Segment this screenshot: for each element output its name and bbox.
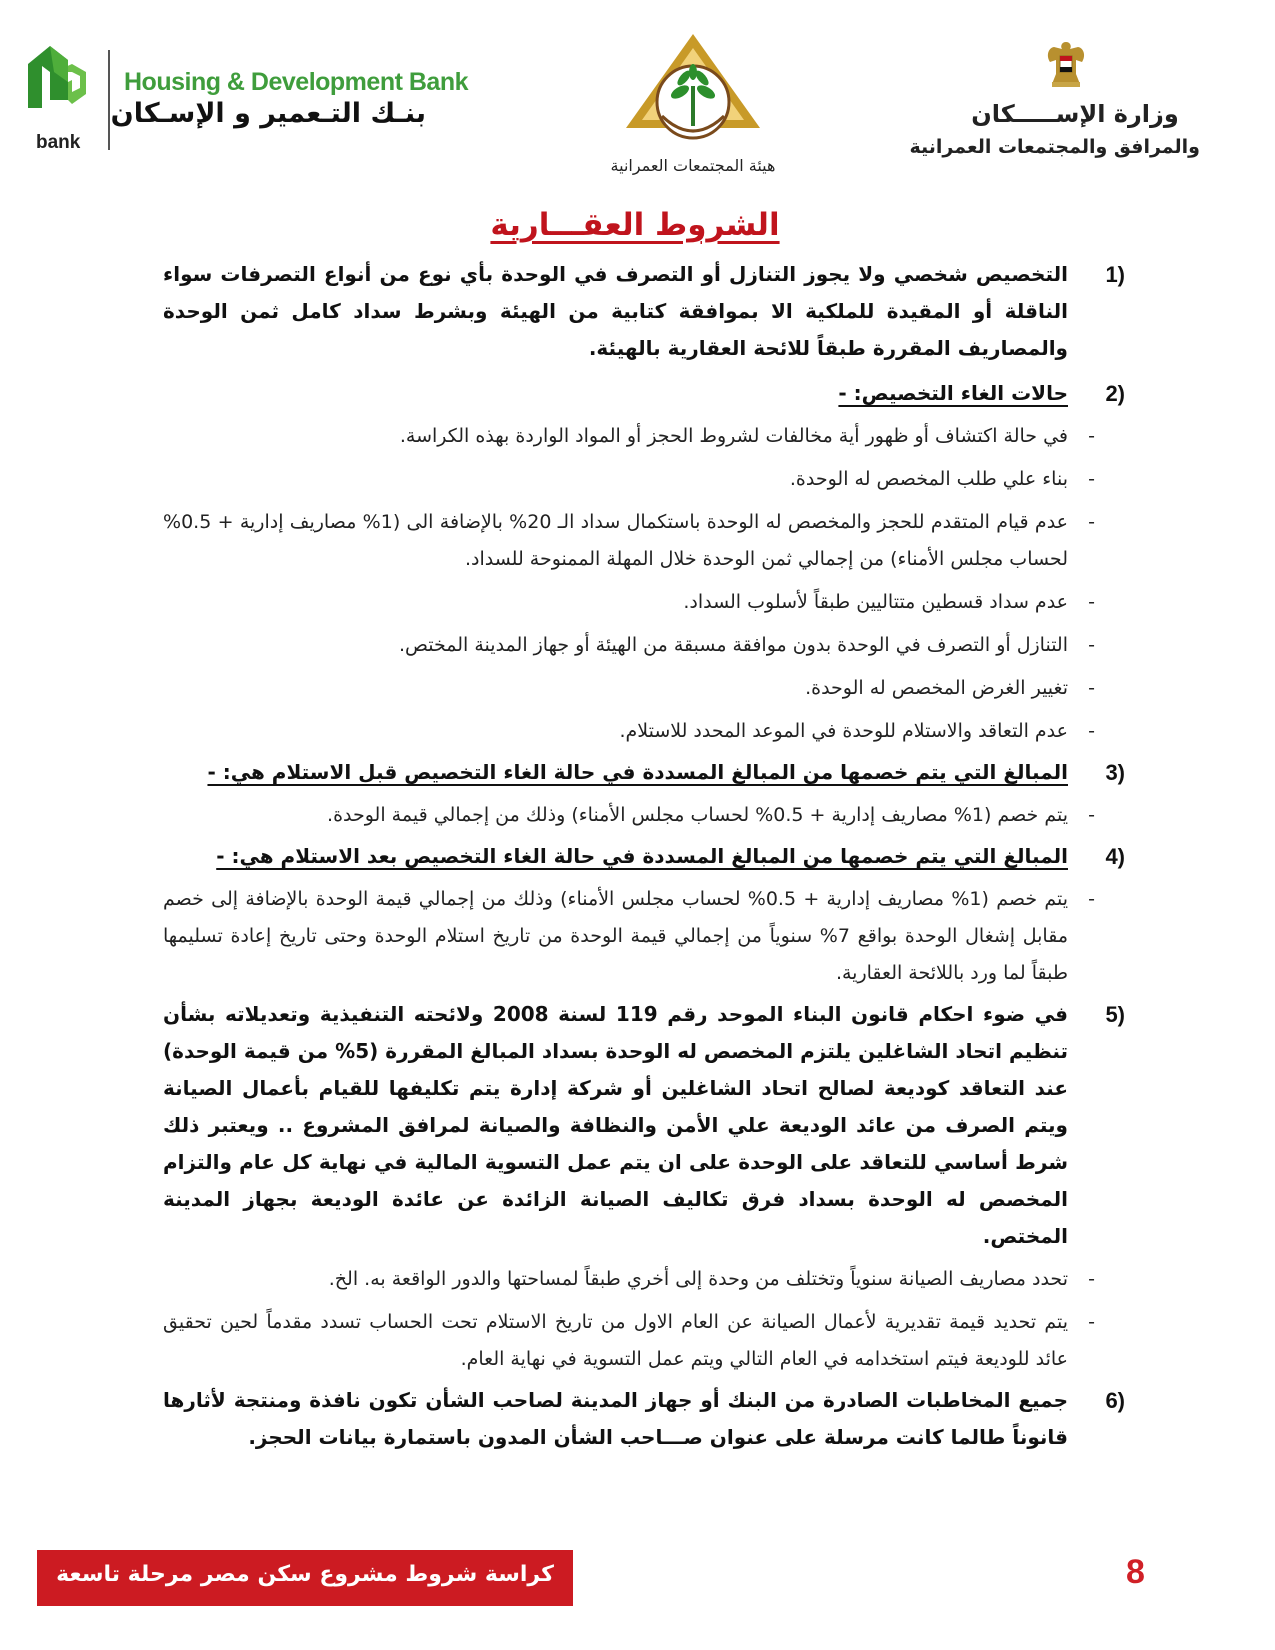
term-text: في ضوء احكام قانون البناء الموحد رقم 119 لسنة 2008 ولائحته التنفيذية وتعديلاته بشأن تنظيم اتحاد الشاغلين يلتزم المخصص له الوحدة بسداد المبالغ المقررة (5% من قيمة الوحدة) عند التعاقد كوديعة لصالح اتحاد الشاغلين أو شركة إدارة يتم تكليفها للقيام بأعمال الصيانة ويتم الصرف من عائد الوديعة علي الأمن والنظافة والصيانة لمرافق المشروع .. ويعتبر ذلك شرط أساسي للتعاقد على الوحدة على ان يتم عمل التسوية المالية في نهاية كل عام والتزام المخصص له الوحدة بسداد فرق تكاليف الصيانة الزائدة عن عائدة الوديعة بجهاز المدينة المختص. bbox=[163, 1002, 1068, 1248]
bank-name-en: Housing & Development Bank bbox=[124, 68, 468, 96]
term-heading: حالات الغاء التخصيص: - bbox=[838, 381, 1068, 405]
page-title: الشروط العقـــارية bbox=[490, 207, 780, 243]
bank-name-ar: بنـك التـعمير و الإسـكان bbox=[110, 98, 426, 129]
term-text: التخصيص شخصي ولا يجوز التنازل أو التصرف في الوحدة بأي نوع من أنواع التصرفات سواء الناقلة أو المقيدة للملكية الا بموافقة كتابية من الهيئة وبشرط سداد كامل ثمن الوحدة والمصاريف المقررة طبقاً للائحة العقارية بالهيئة. bbox=[163, 262, 1068, 360]
list-item: - التنازل أو التصرف في الوحدة بدون موافقة مسبقة من الهيئة أو جهاز المدينة المختص. bbox=[398, 634, 1095, 656]
term-item-5 bbox=[163, 996, 1125, 1255]
term-heading: المبالغ التي يتم خصمها من المبالغ المسددة في حالة الغاء التخصيص قبل الاستلام هي: - bbox=[207, 760, 1068, 784]
ministry-name: وزارة الإســـــكان bbox=[971, 100, 1179, 128]
list-item-text: بناء علي طلب المخصص له الوحدة. bbox=[789, 468, 1068, 490]
term-item-3 bbox=[163, 754, 1125, 791]
term-item-6 bbox=[163, 1382, 1125, 1456]
header-divider bbox=[108, 50, 110, 150]
list-item-text: التنازل أو التصرف في الوحدة بدون موافقة مسبقة من الهيئة أو جهاز المدينة المختص. bbox=[398, 634, 1068, 656]
term-text: جميع المخاطبات الصادرة من البنك أو جهاز المدينة لصاحب الشأن تكون نافذة ومنتجة لأثارها قانوناً طالما كانت مرسلة على عنوان صـــاحب الشأن المدون باستمارة بيانات الحجز. bbox=[163, 1388, 1068, 1449]
list-item: - عدم سداد قسطين متتاليين طبقاً لأسلوب السداد. bbox=[683, 591, 1095, 613]
list-item-text: يتم تحديد قيمة تقديرية لأعمال الصيانة عن العام الاول من تاريخ الاستلام تحت الحساب تسدد مقدماً لحين تحقيق عائد للوديعة فيتم استخدامه في العام التالي ويتم عمل التسوية في نهاية العام. bbox=[163, 1311, 1068, 1370]
bank-logo-text: bank bbox=[36, 132, 81, 153]
list-item: - يتم خصم (1% مصاريف إدارية + 0.5% لحساب مجلس الأمناء) وذلك من إجمالي قيمة الوحدة بالإضافة إلى خصم مقابل إشغال الوحدة بواقع 7% سنوياً من إجمالي قيمة الوحدة من تاريخ استلام الوحدة وحتى تاريخ إعادة تسليمها طبقاً لما ورد باللائحة العقارية. bbox=[163, 888, 1095, 984]
list-item-text: عدم قيام المتقدم للحجز والمخصص له الوحدة باستكمال سداد الـ 20% بالإضافة الى (1% مصاريف إدارية + 0.5% لحساب مجلس الأمناء) من إجمالي ثمن الوحدة خلال المهلة الممنوحة للسداد. bbox=[163, 511, 1069, 570]
list-item: - تغيير الغرض المخصص له الوحدة. bbox=[805, 677, 1095, 699]
list-item: - يتم تحديد قيمة تقديرية لأعمال الصيانة عن العام الاول من تاريخ الاستلام تحت الحساب تسدد مقدماً لحين تحقيق عائد للوديعة فيتم استخدامه في العام التالي ويتم عمل التسوية في نهاية العام. bbox=[163, 1311, 1095, 1370]
term-item-4 bbox=[163, 838, 1125, 875]
term-number: 1) bbox=[1105, 262, 1125, 287]
egypt-eagle-emblem-icon bbox=[1044, 38, 1088, 90]
list-item: - تحدد مصاريف الصيانة سنوياً وتختلف من وحدة إلى أخري طبقاً لمساحتها والدور الواقعة به. الخ. bbox=[328, 1268, 1095, 1290]
list-item-text: في حالة اكتشاف أو ظهور أية مخالفات لشروط الحجز أو المواد الواردة بهذه الكراسة. bbox=[399, 425, 1068, 447]
nuca-emblem-icon bbox=[618, 30, 768, 152]
page-number: 8 bbox=[1126, 1553, 1145, 1591]
term-item-1 bbox=[163, 256, 1125, 367]
term-heading: المبالغ التي يتم خصمها من المبالغ المسددة في حالة الغاء التخصيص بعد الاستلام هي: - bbox=[216, 844, 1068, 868]
list-item-text: يتم خصم (1% مصاريف إدارية + 0.5% لحساب مجلس الأمناء) وذلك من إجمالي قيمة الوحدة بالإضافة إلى خصم مقابل إشغال الوحدة بواقع 7% سنوياً من إجمالي قيمة الوحدة من تاريخ استلام الوحدة وحتى تاريخ إعادة تسليمها طبقاً لما ورد باللائحة العقارية. bbox=[163, 888, 1069, 984]
term-number: 6) bbox=[1105, 1388, 1125, 1413]
term-number: 4) bbox=[1105, 844, 1125, 869]
term-item-2 bbox=[163, 375, 1125, 412]
ministry-subtitle: والمرافق والمجتمعات العمرانية bbox=[909, 136, 1200, 158]
terms-content bbox=[163, 256, 1125, 1456]
term-number: 2) bbox=[1105, 381, 1125, 406]
list-item-text: تغيير الغرض المخصص له الوحدة. bbox=[805, 677, 1068, 699]
list-item-text: عدم التعاقد والاستلام للوحدة في الموعد المحدد للاستلام. bbox=[619, 720, 1068, 742]
term-number: 3) bbox=[1105, 760, 1125, 785]
authority-caption: هيئة المجتمعات العمرانية bbox=[610, 156, 776, 175]
term-number: 5) bbox=[1105, 1002, 1125, 1027]
list-item: - عدم التعاقد والاستلام للوحدة في الموعد المحدد للاستلام. bbox=[619, 720, 1095, 742]
list-item-text: عدم سداد قسطين متتاليين طبقاً لأسلوب السداد. bbox=[683, 591, 1068, 613]
hdb-logo bbox=[28, 42, 90, 134]
list-item: - بناء علي طلب المخصص له الوحدة. bbox=[789, 468, 1095, 490]
list-item-text: يتم خصم (1% مصاريف إدارية + 0.5% لحساب مجلس الأمناء) وذلك من إجمالي قيمة الوحدة. bbox=[327, 804, 1068, 826]
list-item: - في حالة اكتشاف أو ظهور أية مخالفات لشروط الحجز أو المواد الواردة بهذه الكراسة. bbox=[399, 425, 1095, 447]
list-item: - عدم قيام المتقدم للحجز والمخصص له الوحدة باستكمال سداد الـ 20% بالإضافة الى (1% مصاريف إدارية + 0.5% لحساب مجلس الأمناء) من إجمالي ثمن الوحدة خلال المهلة الممنوحة للسداد. bbox=[163, 511, 1095, 570]
footer-title: كراسة شروط مشروع سكن مصر مرحلة تاسعة bbox=[56, 1562, 554, 1587]
list-item: - يتم خصم (1% مصاريف إدارية + 0.5% لحساب مجلس الأمناء) وذلك من إجمالي قيمة الوحدة. bbox=[327, 804, 1095, 826]
list-item-text: تحدد مصاريف الصيانة سنوياً وتختلف من وحدة إلى أخري طبقاً لمساحتها والدور الواقعة به. الخ. bbox=[328, 1268, 1068, 1290]
